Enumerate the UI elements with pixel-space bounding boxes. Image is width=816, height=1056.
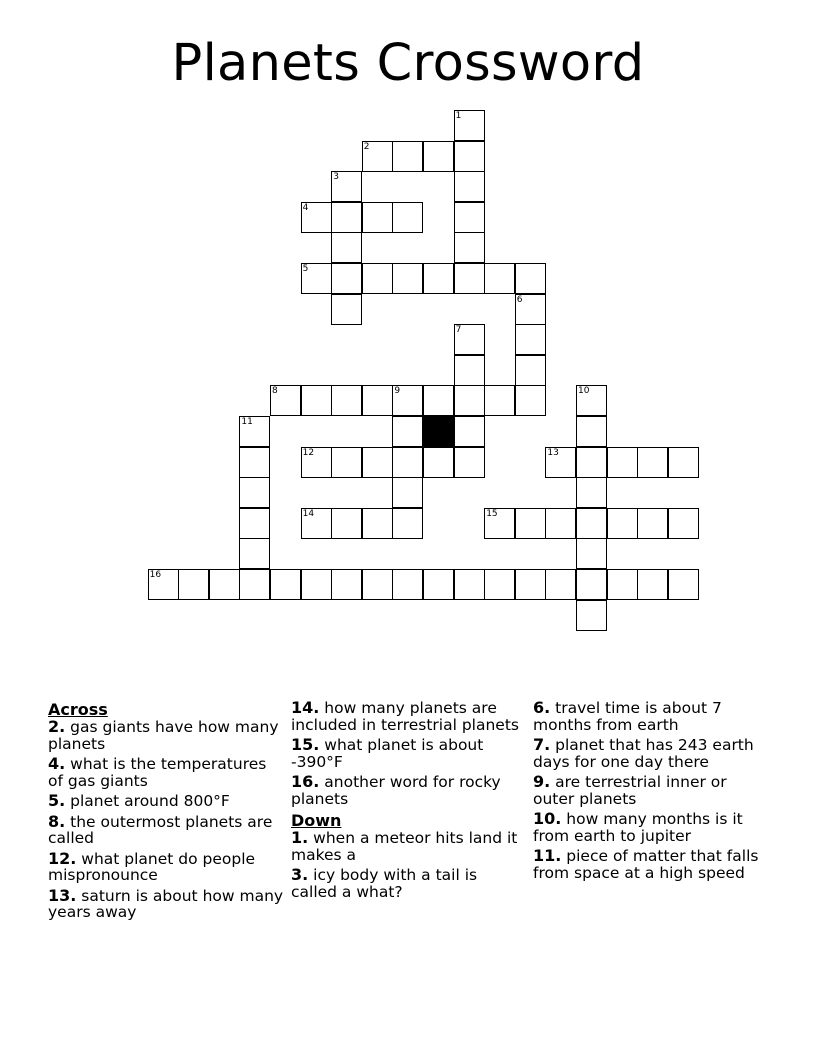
across-clue bbox=[48, 756, 284, 789]
across-clues-continued-column bbox=[291, 700, 527, 904]
across-clue-list-continued bbox=[291, 700, 527, 807]
crossword-cell[interactable] bbox=[607, 508, 638, 539]
down-clues-continued-column bbox=[533, 700, 769, 885]
across-clue bbox=[291, 700, 527, 733]
across-clue bbox=[48, 848, 284, 884]
across-clue bbox=[48, 793, 284, 810]
down-clue bbox=[533, 737, 769, 770]
clue-text: what is the temperatures of gas giants bbox=[48, 755, 267, 790]
crossword-cell[interactable] bbox=[454, 110, 485, 141]
crossword-cell[interactable] bbox=[362, 569, 393, 600]
across-clues-column bbox=[48, 700, 284, 925]
crossword-cell[interactable] bbox=[209, 569, 240, 600]
clue-number: 8 bbox=[272, 386, 278, 397]
clue-number-label: 3. bbox=[291, 865, 309, 884]
across-heading: Across bbox=[48, 700, 108, 719]
clue-number: 10 bbox=[578, 386, 590, 397]
down-clue bbox=[291, 867, 527, 900]
across-clue bbox=[291, 774, 527, 807]
clue-number: 15 bbox=[486, 508, 498, 519]
crossword-cell[interactable] bbox=[515, 324, 546, 355]
crossword-cell[interactable] bbox=[637, 508, 668, 539]
crossword-cell[interactable] bbox=[331, 385, 362, 416]
clue-number: 4 bbox=[302, 202, 309, 213]
crossword-cell[interactable] bbox=[178, 569, 209, 600]
clue-number-label: 12. bbox=[48, 848, 77, 868]
crossword-cell[interactable] bbox=[484, 508, 515, 539]
down-heading: Down bbox=[291, 811, 342, 830]
black-cell bbox=[423, 416, 454, 447]
crossword-cell[interactable] bbox=[576, 416, 607, 447]
crossword-cell[interactable] bbox=[668, 508, 699, 539]
crossword-cell[interactable] bbox=[484, 385, 515, 416]
crossword-cell[interactable] bbox=[545, 569, 576, 600]
crossword-cell[interactable] bbox=[668, 447, 699, 478]
across-clue bbox=[291, 737, 527, 770]
clue-number: 2 bbox=[363, 141, 370, 152]
crossword-cell[interactable] bbox=[301, 385, 332, 416]
crossword-cell[interactable] bbox=[576, 385, 607, 416]
down-clue-list-continued bbox=[533, 700, 769, 881]
across-clue bbox=[48, 885, 284, 921]
crossword-cell[interactable] bbox=[576, 477, 607, 508]
clue-text: planet around 800°F bbox=[70, 792, 230, 810]
clue-number-label: 8. bbox=[48, 811, 66, 831]
crossword-cell[interactable] bbox=[576, 538, 607, 569]
crossword-cell[interactable] bbox=[239, 447, 270, 478]
clue-text: piece of matter that falls from space at a high speed bbox=[533, 847, 759, 882]
clue-number-label: 9. bbox=[533, 772, 551, 791]
down-clue bbox=[533, 811, 769, 844]
crossword-cell[interactable] bbox=[423, 385, 454, 416]
crossword-cell[interactable] bbox=[392, 569, 423, 600]
crossword-cell[interactable] bbox=[515, 294, 546, 325]
clue-text: what planet is about -390°F bbox=[291, 736, 484, 771]
crossword-cell[interactable] bbox=[362, 385, 393, 416]
crossword-cell[interactable] bbox=[362, 263, 393, 294]
clue-number-label: 16. bbox=[291, 772, 320, 791]
crossword-cell[interactable] bbox=[331, 202, 362, 233]
crossword-cell[interactable] bbox=[239, 569, 270, 600]
crossword-cell[interactable] bbox=[301, 508, 332, 539]
crossword-cell[interactable] bbox=[331, 508, 362, 539]
crossword-cell[interactable] bbox=[331, 447, 362, 478]
clue-number: 6 bbox=[516, 294, 523, 305]
crossword-cell[interactable] bbox=[576, 447, 607, 478]
clue-number: 16 bbox=[149, 570, 162, 580]
clue-text: travel time is about 7 months from earth bbox=[533, 699, 722, 734]
crossword-cell[interactable] bbox=[239, 538, 270, 569]
crossword-cell[interactable] bbox=[454, 324, 485, 355]
page-title: Planets Crossword bbox=[171, 34, 645, 93]
clue-text: are terrestrial inner or outer planets bbox=[533, 773, 727, 808]
crossword-cell[interactable] bbox=[392, 202, 423, 233]
crossword-cell[interactable] bbox=[331, 171, 362, 202]
crossword-cell[interactable] bbox=[515, 385, 546, 416]
crossword-cell[interactable] bbox=[301, 202, 332, 233]
crossword-cell[interactable] bbox=[668, 569, 699, 600]
crossword-cell[interactable] bbox=[301, 263, 332, 294]
crossword-cell[interactable] bbox=[423, 141, 454, 172]
clue-number: 12 bbox=[302, 447, 315, 458]
crossword-cell[interactable] bbox=[270, 385, 301, 416]
clue-text: saturn is about how many years away bbox=[48, 886, 284, 921]
crossword-cell[interactable] bbox=[576, 508, 607, 539]
crossword-cell[interactable] bbox=[362, 447, 393, 478]
crossword-cell[interactable] bbox=[239, 416, 270, 447]
crossword-cell[interactable] bbox=[331, 294, 362, 325]
crossword-cell[interactable] bbox=[423, 447, 454, 478]
clue-text: when a meteor hits land it makes a bbox=[291, 829, 518, 864]
clue-text: what planet do people mispronounce bbox=[48, 849, 256, 884]
clue-text: gas giants have how many planets bbox=[48, 718, 279, 753]
crossword-cell[interactable] bbox=[362, 508, 393, 539]
crossword-cell[interactable] bbox=[392, 508, 423, 539]
crossword-cell[interactable] bbox=[576, 600, 607, 631]
crossword-cell[interactable] bbox=[484, 569, 515, 600]
crossword-cell[interactable] bbox=[545, 447, 576, 478]
down-clue bbox=[291, 830, 527, 863]
clue-number: 7 bbox=[455, 325, 462, 336]
down-clue bbox=[533, 848, 769, 881]
crossword-cell[interactable] bbox=[392, 447, 423, 478]
clue-number-label: 4. bbox=[48, 754, 66, 773]
crossword-cell[interactable] bbox=[392, 385, 423, 416]
crossword-cell[interactable] bbox=[545, 508, 576, 539]
across-clue bbox=[48, 811, 284, 847]
crossword-cell[interactable] bbox=[454, 569, 485, 600]
crossword-cell[interactable] bbox=[515, 508, 546, 539]
clue-number: 3 bbox=[333, 172, 339, 183]
crossword-cell[interactable] bbox=[454, 385, 485, 416]
crossword-cell[interactable] bbox=[454, 447, 485, 478]
crossword-cell[interactable] bbox=[454, 355, 485, 386]
clue-number: 13 bbox=[547, 447, 559, 458]
crossword-cell[interactable] bbox=[454, 263, 485, 294]
crossword-cell[interactable] bbox=[362, 202, 393, 233]
crossword-cell[interactable] bbox=[392, 141, 423, 172]
clue-number: 14 bbox=[302, 508, 315, 519]
down-clue-list bbox=[291, 830, 527, 900]
clue-number-label: 5. bbox=[48, 791, 66, 810]
clue-number: 11 bbox=[241, 417, 253, 427]
clue-number-label: 15. bbox=[291, 735, 320, 754]
crossword-cell[interactable] bbox=[607, 569, 638, 600]
clue-number-label: 1. bbox=[291, 828, 309, 847]
clue-number-label: 14. bbox=[291, 698, 320, 717]
crossword-cell[interactable] bbox=[270, 569, 301, 600]
down-clue bbox=[533, 774, 769, 807]
crossword-cell[interactable] bbox=[423, 263, 454, 294]
crossword-cell[interactable] bbox=[454, 141, 485, 172]
crossword-cell[interactable] bbox=[515, 569, 546, 600]
clue-text: another word for rocky planets bbox=[291, 773, 501, 808]
crossword-cell[interactable] bbox=[484, 263, 515, 294]
clue-number-label: 7. bbox=[533, 735, 551, 754]
crossword-cell[interactable] bbox=[454, 171, 485, 202]
down-clue bbox=[533, 700, 769, 733]
crossword-cell[interactable] bbox=[239, 508, 270, 539]
across-clue-list bbox=[48, 719, 284, 921]
clue-number-label: 11. bbox=[533, 846, 562, 865]
crossword-cell[interactable] bbox=[515, 355, 546, 386]
crossword-cell[interactable] bbox=[576, 569, 607, 600]
crossword-cell[interactable] bbox=[331, 263, 362, 294]
crossword-cell[interactable] bbox=[392, 416, 423, 447]
crossword-cell[interactable] bbox=[515, 263, 546, 294]
clue-number: 5 bbox=[302, 264, 309, 274]
clue-text: how many planets are included in terrestrial planets bbox=[291, 699, 519, 734]
crossword-cell[interactable] bbox=[392, 477, 423, 508]
clue-number-label: 13. bbox=[48, 885, 77, 905]
clue-number-label: 6. bbox=[533, 698, 551, 717]
clue-text: the outermost planets are called bbox=[48, 812, 273, 847]
clue-text: planet that has 243 earth days for one day there bbox=[533, 736, 754, 771]
crossword-cell[interactable] bbox=[331, 569, 362, 600]
crossword-cell[interactable] bbox=[454, 202, 485, 233]
crossword-cell[interactable] bbox=[454, 232, 485, 263]
crossword-cell[interactable] bbox=[423, 569, 454, 600]
crossword-cell[interactable] bbox=[331, 232, 362, 263]
crossword-cell[interactable] bbox=[637, 447, 668, 478]
crossword-cell[interactable] bbox=[301, 447, 332, 478]
clue-number-label: 2. bbox=[48, 717, 66, 736]
crossword-cell[interactable] bbox=[637, 569, 668, 600]
clue-text: how many months is it from earth to jupiter bbox=[533, 810, 743, 845]
clue-number-label: 10. bbox=[533, 809, 562, 828]
clue-number: 9 bbox=[394, 386, 401, 397]
crossword-cell[interactable] bbox=[301, 569, 332, 600]
crossword-cell[interactable] bbox=[392, 263, 423, 294]
crossword-cell[interactable] bbox=[454, 416, 485, 447]
across-clue bbox=[48, 719, 284, 752]
clue-text: icy body with a tail is called a what? bbox=[291, 866, 478, 901]
crossword-cell[interactable] bbox=[239, 477, 270, 508]
clue-number: 1 bbox=[455, 111, 462, 121]
crossword-cell[interactable] bbox=[148, 569, 179, 600]
crossword-cell[interactable] bbox=[362, 141, 393, 172]
crossword-cell[interactable] bbox=[607, 447, 638, 478]
